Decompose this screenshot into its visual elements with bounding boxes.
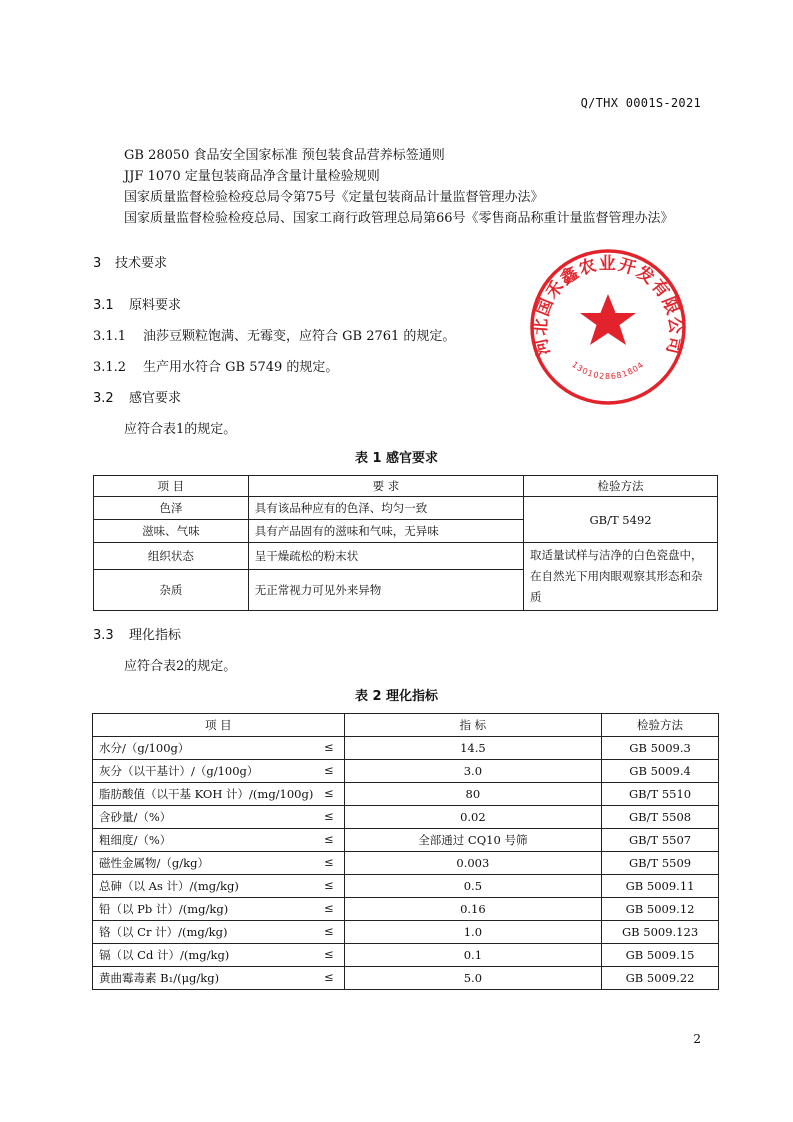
- section-title: 感官要求: [129, 391, 182, 406]
- operator-symbol: ≤: [323, 947, 334, 961]
- table-cell: 5.0: [344, 967, 601, 990]
- table-header-row: [94, 476, 718, 497]
- table-cell: 无正常视力可见外来异物: [248, 570, 523, 611]
- table-cell: 呈干燥疏松的粉末状: [248, 543, 523, 570]
- clause-number: 3.1.2: [93, 360, 127, 375]
- table-cell: GB/T 5509: [602, 852, 719, 875]
- table-cell: 80: [344, 783, 601, 806]
- table-cell: 0.02: [344, 806, 601, 829]
- clause: [93, 356, 338, 375]
- table-caption: 表 1 感官要求: [354, 451, 439, 466]
- operator-symbol: ≤: [323, 901, 334, 915]
- operator-symbol: ≤: [323, 970, 334, 984]
- section-number: 3.3: [93, 628, 114, 643]
- section-title: 理化指标: [129, 628, 182, 643]
- section-heading: [93, 624, 181, 643]
- table-row: [93, 875, 719, 898]
- table-cell: 组织状态: [94, 543, 249, 570]
- table-cell: GB 5009.3: [602, 737, 719, 760]
- table-cell: 1.0: [344, 921, 601, 944]
- operator-symbol: ≤: [323, 809, 334, 823]
- table-row: [94, 497, 718, 520]
- table-cell: 具有产品固有的滋味和气味，无异味: [248, 520, 523, 543]
- table-row: [93, 737, 719, 760]
- section-number: 3.1: [93, 298, 114, 313]
- table-cell: GB 5009.22: [602, 967, 719, 990]
- table-cell: GB/T 5510: [602, 783, 719, 806]
- operator-symbol: ≤: [323, 786, 334, 800]
- column-header: 指 标: [344, 714, 601, 737]
- table-cell: 0.5: [344, 875, 601, 898]
- operator-symbol: ≤: [323, 832, 334, 846]
- table-header-row: [93, 714, 719, 737]
- paragraph: 应符合表2的规定。: [124, 659, 237, 674]
- table-cell: 滋味、气味: [94, 520, 249, 543]
- operator-symbol: ≤: [323, 855, 334, 869]
- column-header: 检验方法: [602, 714, 719, 737]
- table-cell: 0.003: [344, 852, 601, 875]
- item-label: 总砷（以 As 计）/(mg/kg): [99, 879, 239, 893]
- item-label: 粗细度/（%）: [99, 833, 172, 847]
- section-title: 原料要求: [129, 298, 182, 313]
- section-heading: [93, 294, 181, 313]
- table-cell: [93, 737, 345, 760]
- section-number: 3: [93, 256, 102, 271]
- item-label: 磁性金属物/（g/kg）: [99, 856, 209, 870]
- table-cell: [93, 760, 345, 783]
- page-number: 2: [693, 1032, 701, 1046]
- table-row: [93, 783, 719, 806]
- table-row: [93, 829, 719, 852]
- operator-symbol: ≤: [323, 924, 334, 938]
- table-cell: [93, 898, 345, 921]
- table-cell: GB 5009.4: [602, 760, 719, 783]
- table-cell: [93, 921, 345, 944]
- section-heading: [93, 252, 167, 271]
- reference-line: 国家质量监督检验检疫总局、国家工商行政管理总局第66号《零售商品称重计量监督管理办法》: [124, 211, 674, 226]
- column-header: 项 目: [93, 714, 345, 737]
- table-cell: [93, 783, 345, 806]
- table-row: [93, 898, 719, 921]
- section-heading: [93, 387, 181, 406]
- item-label: 铅（以 Pb 计）/(mg/kg): [99, 902, 229, 916]
- operator-symbol: ≤: [323, 740, 334, 754]
- table-row: [93, 921, 719, 944]
- table-cell: GB 5009.11: [602, 875, 719, 898]
- table-cell: 0.1: [344, 944, 601, 967]
- seal-name: 河北国禾鑫农业开发有限公司: [530, 254, 686, 358]
- table-row: [93, 806, 719, 829]
- table-cell: 色泽: [94, 497, 249, 520]
- section-number: 3.2: [93, 391, 114, 406]
- reference-line: JJF 1070 定量包装商品净含量计量检验规则: [124, 169, 380, 184]
- table-cell: GB 5009.12: [602, 898, 719, 921]
- item-label: 脂肪酸值（以干基 KOH 计）/(mg/100g): [99, 787, 314, 801]
- operator-symbol: ≤: [323, 878, 334, 892]
- item-label: 水分/（g/100g）: [99, 741, 190, 755]
- section-title: 技术要求: [115, 256, 168, 271]
- table-cell: [93, 944, 345, 967]
- column-header: 检验方法: [524, 476, 718, 497]
- paragraph: 应符合表1的规定。: [124, 422, 237, 437]
- seal-number: 1301028681804: [570, 360, 646, 382]
- table-cell: 具有该品种应有的色泽、均匀一致: [248, 497, 523, 520]
- table-cell: [93, 829, 345, 852]
- table-cell: 14.5: [344, 737, 601, 760]
- clause-number: 3.1.1: [93, 329, 127, 344]
- item-label: 铬（以 Cr 计）/(mg/kg): [99, 925, 228, 939]
- table-cell: [93, 967, 345, 990]
- document-code: Q/THX 0001S-2021: [580, 96, 701, 110]
- reference-line: GB 28050 食品安全国家标准 预包装食品营养标签通则: [124, 148, 445, 163]
- clause-text: 油莎豆颗粒饱满、无霉变，应符合 GB 2761 的规定。: [143, 329, 456, 344]
- table-row: [93, 760, 719, 783]
- table-row: [93, 967, 719, 990]
- table-cell: 全部通过 CQ10 号筛: [344, 829, 601, 852]
- clause: [93, 325, 455, 344]
- item-label: 黄曲霉毒素 B₁/(μg/kg): [99, 971, 220, 985]
- table-cell: 3.0: [344, 760, 601, 783]
- clause-text: 生产用水符合 GB 5749 的规定。: [143, 360, 339, 375]
- column-header: 项 目: [94, 476, 249, 497]
- reference-line: 国家质量监督检验检疫总局令第75号《定量包装商品计量监督管理办法》: [124, 190, 544, 205]
- table-cell: [93, 852, 345, 875]
- column-header: 要 求: [248, 476, 523, 497]
- table-caption: 表 2 理化指标: [354, 689, 439, 704]
- table-cell: 杂质: [94, 570, 249, 611]
- physicochemical-table: [92, 713, 719, 990]
- item-label: 灰分（以干基计）/（g/100g）: [99, 764, 259, 778]
- table-row: [94, 543, 718, 570]
- table-cell: GB/T 5492: [524, 497, 718, 543]
- table-cell: GB 5009.15: [602, 944, 719, 967]
- star-icon: [580, 294, 636, 345]
- table-cell: 0.16: [344, 898, 601, 921]
- table-row: [93, 852, 719, 875]
- table-cell: GB/T 5508: [602, 806, 719, 829]
- table-cell: [93, 875, 345, 898]
- operator-symbol: ≤: [323, 763, 334, 777]
- table-row: [93, 944, 719, 967]
- table-cell: [93, 806, 345, 829]
- item-label: 镉（以 Cd 计）/(mg/kg): [99, 948, 230, 962]
- table-cell: GB/T 5507: [602, 829, 719, 852]
- company-seal: [528, 247, 688, 407]
- item-label: 含砂量/（%）: [99, 810, 172, 824]
- table-cell: GB 5009.123: [602, 921, 719, 944]
- table-cell: 取适量试样与洁净的白色瓷盘中，在自然光下用肉眼观察其形态和杂质: [524, 543, 718, 611]
- sensory-table: [93, 475, 718, 611]
